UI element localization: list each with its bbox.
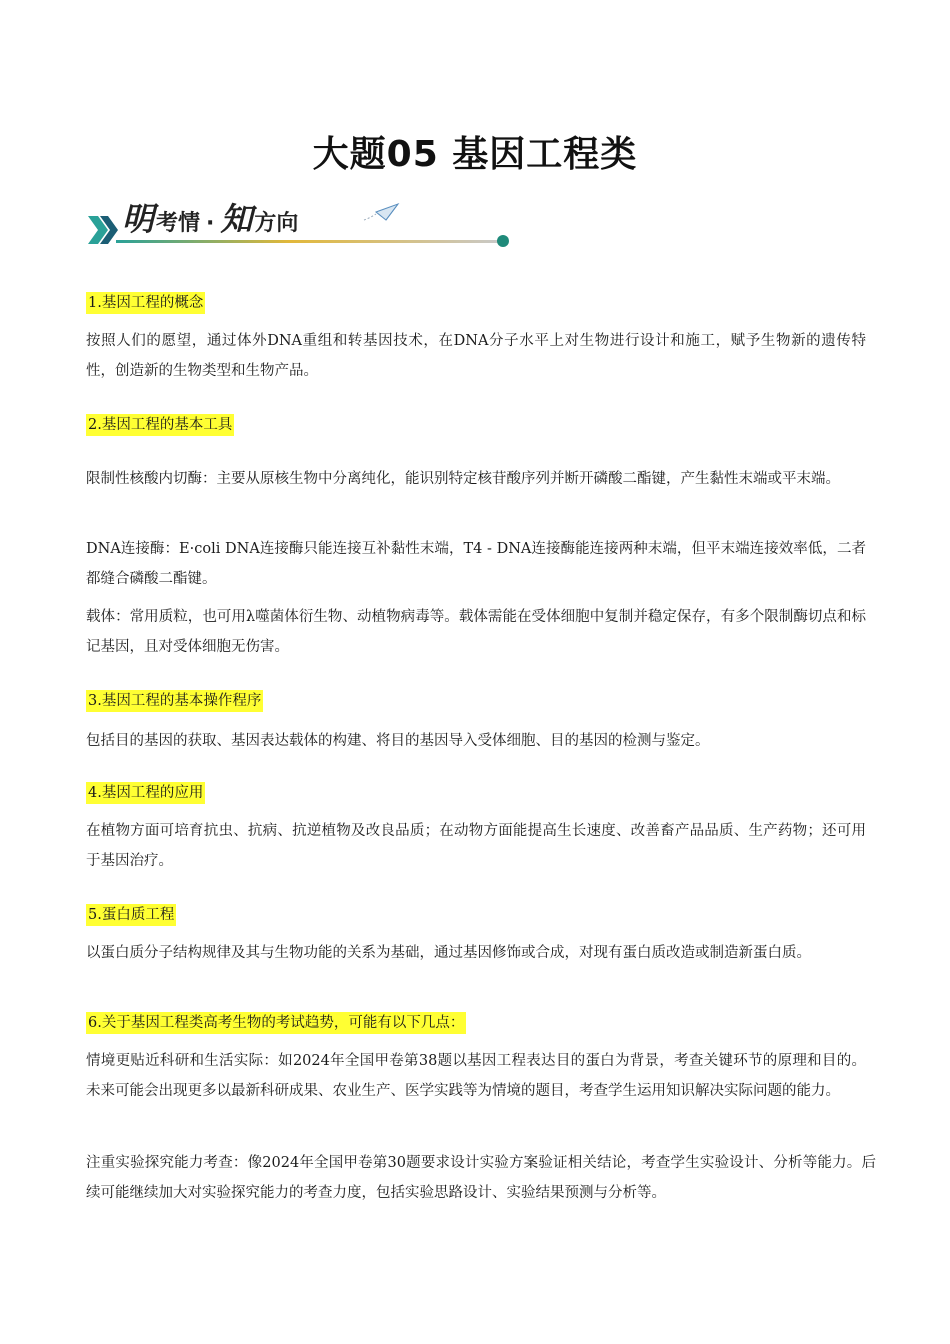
section-heading: 5.蛋白质工程 (86, 904, 176, 926)
section-banner (86, 190, 526, 256)
section (86, 292, 866, 314)
section (86, 1012, 866, 1034)
paragraph: 情境更贴近科研和生活实际：如2024年全国甲卷第38题以基因工程表达目的蛋白为背景，考查关键环节的原理和目的。未来可能会出现更多以最新科研成果、农业生产、医学实践等为情境的题目，考查学生运用知识解决实际问题的能力。 (86, 1053, 866, 1099)
paragraph: 注重实验探究能力考查：像2024年全国甲卷第30题要求设计实验方案验证相关结论，考查学生实验设计、分析等能力。后续可能继续加大对实验探究能力的考查力度，包括实验思路设计、实验结果预测与分析等。 (86, 1155, 876, 1201)
paragraph: 在植物方面可培育抗虫、抗病、抗逆植物及改良品质；在动物方面能提高生长速度、改善畜产品品质、生产药物；还可用于基因治疗。 (86, 823, 866, 869)
section-heading: 2.基因工程的基本工具 (86, 414, 234, 436)
banner-title (122, 194, 298, 238)
section-heading: 1.基因工程的概念 (86, 292, 205, 314)
paragraph: 包括目的基因的获取、基因表达载体的构建、将目的基因导入受体细胞、目的基因的检测与鉴定。 (86, 733, 710, 749)
banner-char-zhi: 知 (220, 200, 253, 238)
dot-icon (497, 235, 509, 247)
section (86, 782, 866, 804)
section-heading: 3.基因工程的基本操作程序 (86, 690, 263, 712)
banner-word-fangxiang: 方向 (254, 211, 299, 236)
paragraph: 按照人们的愿望，通过体外DNA重组和转基因技术，在DNA分子水平上对生物进行设计和施工，赋予生物新的遗传特性，创造新的生物类型和生物产品。 (86, 333, 866, 379)
paragraph: 载体：常用质粒，也可用λ噬菌体衍生物、动植物病毒等。载体需能在受体细胞中复制并稳定保存，有多个限制酶切点和标记基因，且对受体细胞无伤害。 (86, 609, 866, 655)
section-heading: 4.基因工程的应用 (86, 782, 205, 804)
banner-char-ming: 明 (122, 200, 155, 238)
page-title: 大题05 基因工程类 (312, 134, 638, 175)
banner-dot: · (206, 211, 215, 236)
section (86, 904, 866, 926)
section (86, 414, 866, 436)
banner-word-kaoqing: 考情 (156, 211, 201, 236)
paragraph: 以蛋白质分子结构规律及其与生物功能的关系为基础，通过基因修饰或合成，对现有蛋白质改造或制造新蛋白质。 (86, 945, 811, 961)
paragraph: DNA连接酶：E·coli DNA连接酶只能连接互补黏性末端，T4 - DNA连接酶能连接两种末端，但平末端连接效率低，二者都缝合磷酸二酯键。 (86, 541, 866, 587)
paragraph: 限制性核酸内切酶：主要从原核生物中分离纯化，能识别特定核苷酸序列并断开磷酸二酯键，产生黏性末端或平末端。 (86, 471, 840, 487)
paper-plane-icon (364, 204, 398, 220)
section (86, 690, 866, 712)
section-heading: 6.关于基因工程类高考生物的考试趋势，可能有以下几点： (86, 1012, 466, 1034)
